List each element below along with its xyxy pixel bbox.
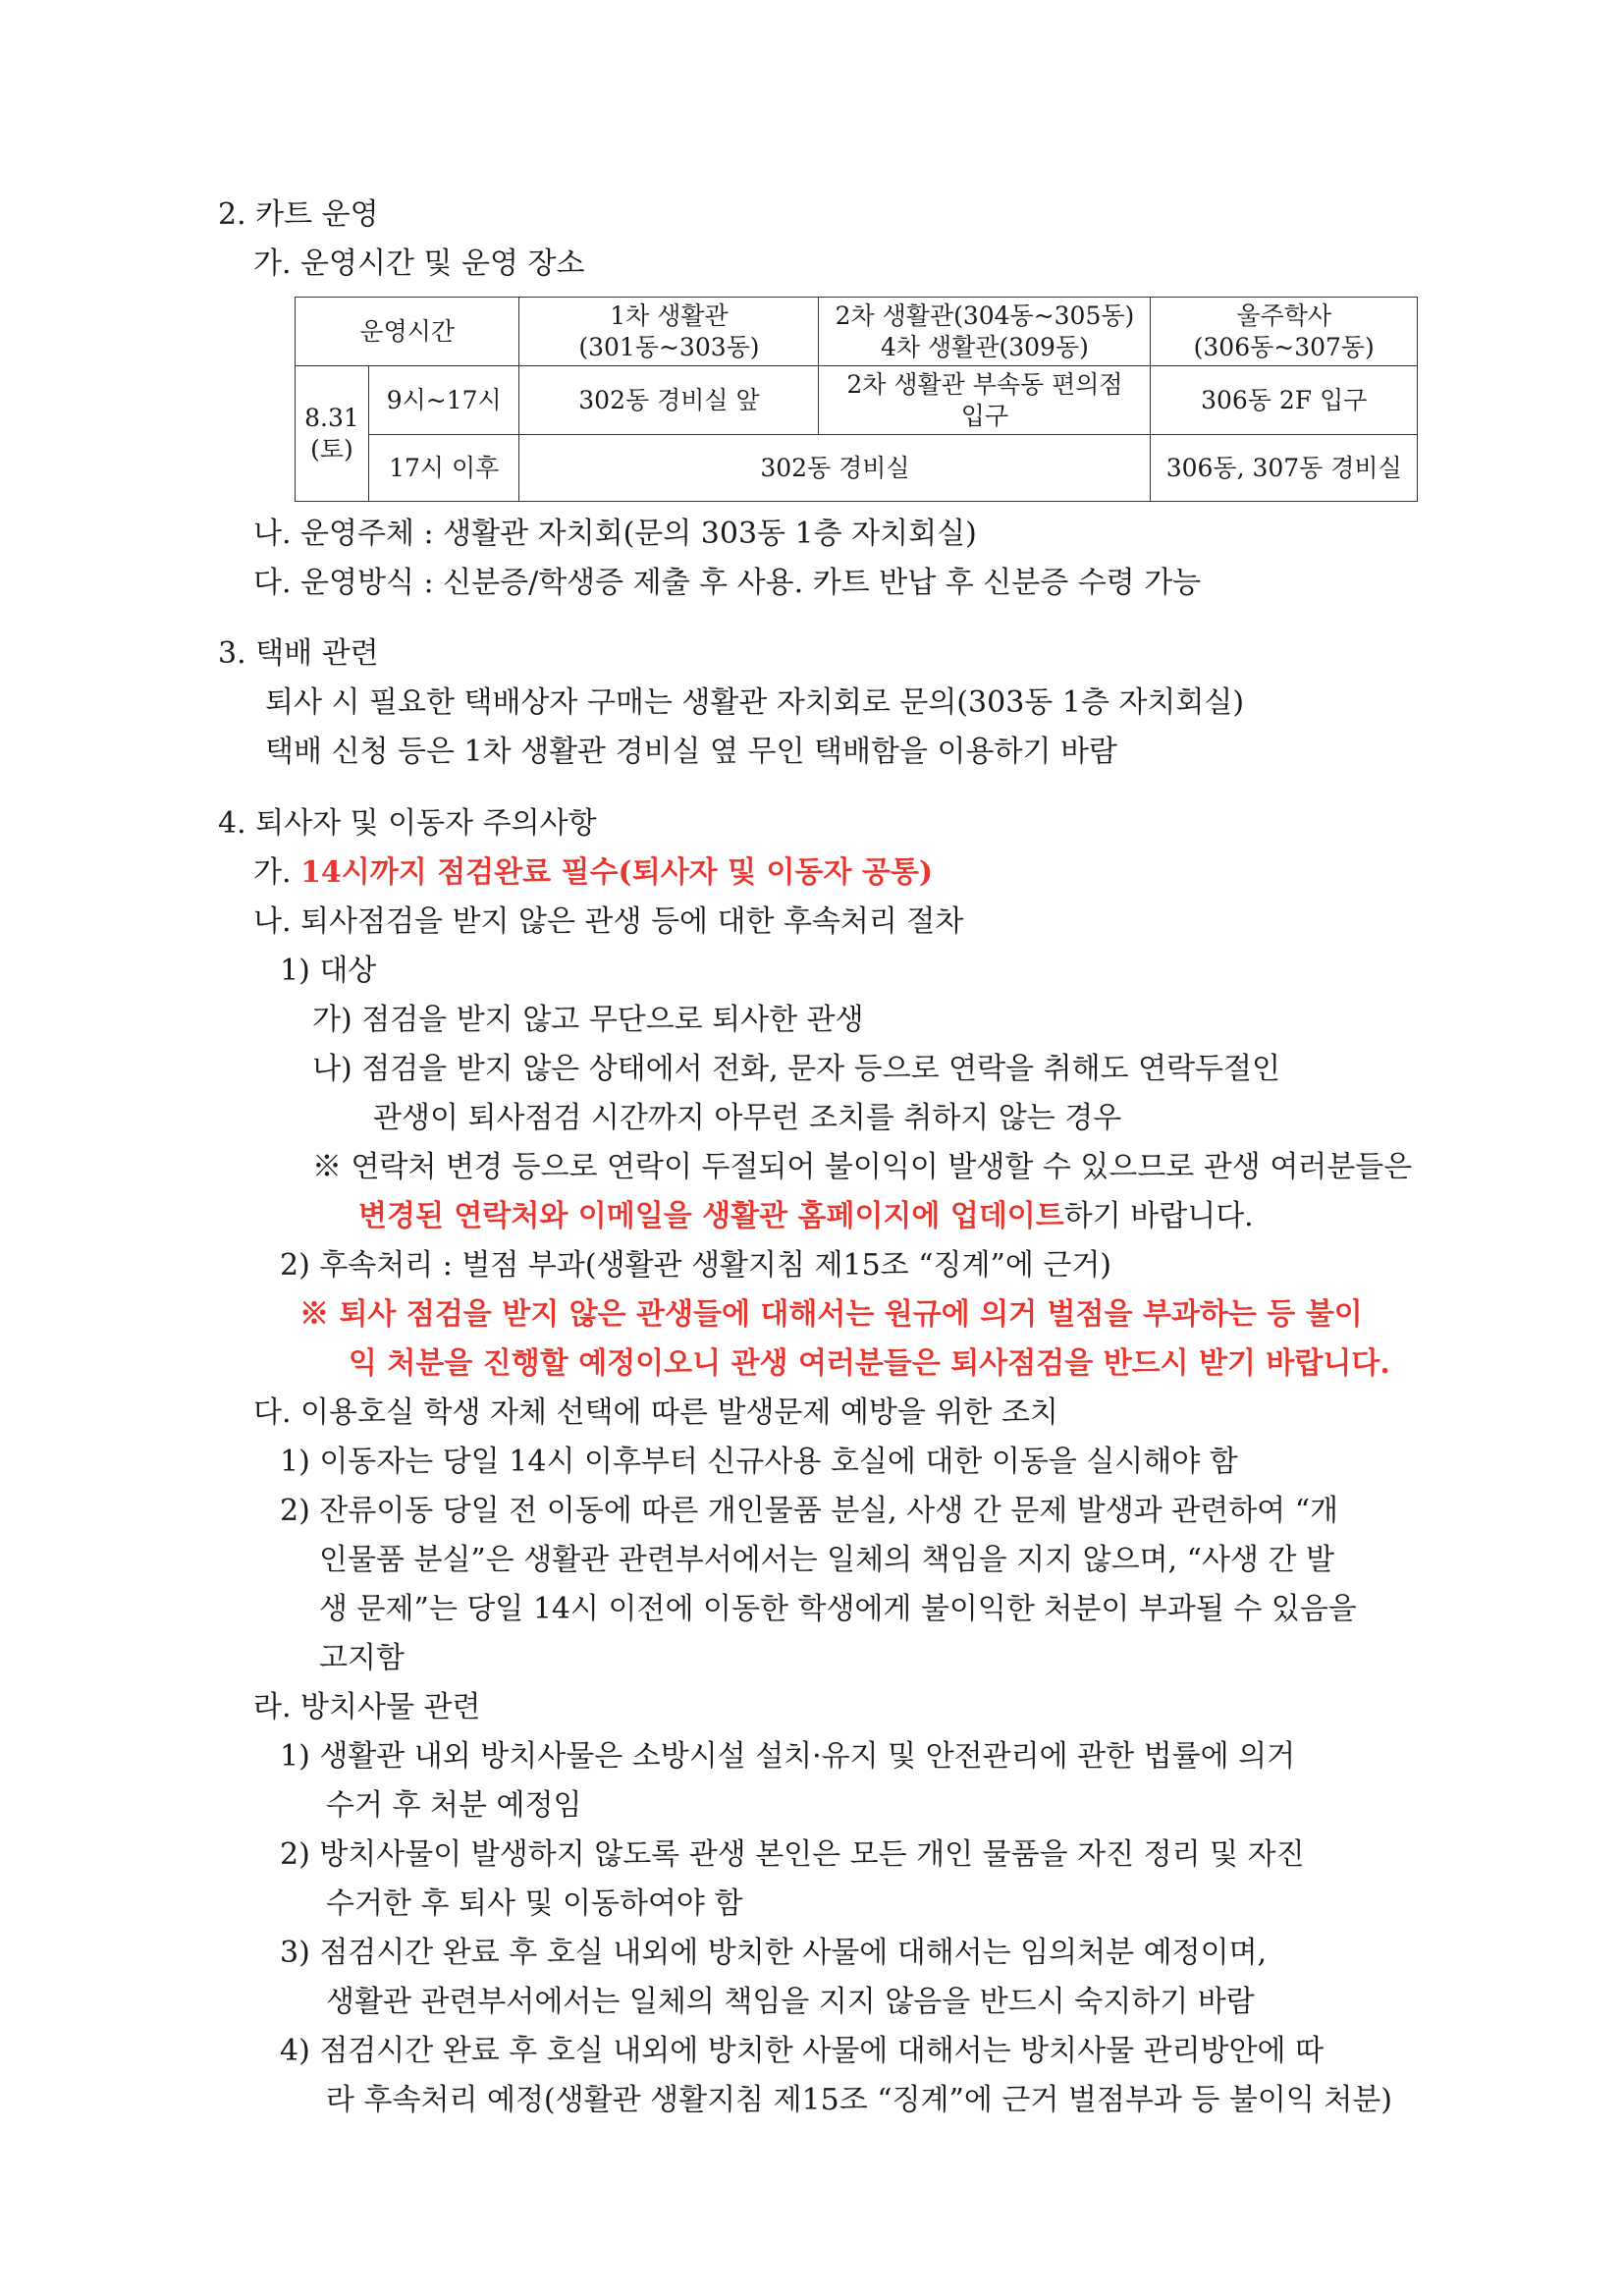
cart-schedule-table bbox=[295, 297, 1418, 502]
section-3-line2: 택배 신청 등은 1차 생활관 경비실 옆 무인 택배함을 이용하기 바람 bbox=[265, 735, 1117, 769]
section-2a-title: 가. 운영시간 및 운영 장소 bbox=[253, 246, 585, 281]
note-1-line2: 변경된 연락처와 이메일을 생활관 홈페이지에 업데이트하기 바랍니다. bbox=[358, 1199, 1254, 1233]
note-2-line1: ※ 퇴사 점검을 받지 않은 관생들에 대해서는 원규에 의거 벌점을 부과하는 등 불이 bbox=[299, 1297, 1363, 1332]
section-4a: 가. 14시까지 점검완료 필수(퇴사자 및 이동자 공통) bbox=[253, 855, 934, 890]
section-4d3-l1: 3) 점검시간 완료 후 호실 내외에 방치한 사물에 대해서는 임의처분 예정이며, bbox=[280, 1936, 1268, 1970]
note-1-highlight: 변경된 연락처와 이메일을 생활관 홈페이지에 업데이트 bbox=[358, 1199, 1064, 1233]
section-4b2: 2) 후속처리 : 벌점 부과(생활관 생활지침 제15조 “징계”에 근거) bbox=[280, 1248, 1112, 1283]
table-r1-col1: 302동 경비실 앞 bbox=[519, 366, 819, 435]
section-3-title: 3. 택배 관련 bbox=[218, 636, 379, 671]
section-4c2-l1: 2) 잔류이동 당일 전 이동에 따른 개인물품 분실, 사생 간 문제 발생과 관련하여 “개 bbox=[280, 1494, 1339, 1528]
table-header-col3: 울주학사 (306동~307동) bbox=[1151, 298, 1418, 366]
table-r2-col3: 306동, 307동 경비실 bbox=[1151, 435, 1418, 502]
section-4a-highlight: 14시까지 점검완료 필수(퇴사자 및 이동자 공통) bbox=[300, 855, 934, 890]
section-4b1-na-l2: 관생이 퇴사점검 시간까지 아무런 조치를 취하지 않는 경우 bbox=[373, 1101, 1122, 1135]
section-4d4-l2: 라 후속처리 예정(생활관 생활지침 제15조 “징계”에 근거 벌점부과 등 불이익 처분) bbox=[326, 2083, 1392, 2117]
section-3-line1: 퇴사 시 필요한 택배상자 구매는 생활관 자치회로 문의(303동 1층 자치회실) bbox=[265, 685, 1245, 720]
section-4c1: 1) 이동자는 당일 14시 이후부터 신규사용 호실에 대한 이동을 실시해야 함 bbox=[280, 1445, 1238, 1479]
section-4b1-ga: 가) 점검을 받지 않고 무단으로 퇴사한 관생 bbox=[312, 1003, 864, 1037]
section-4b1: 1) 대상 bbox=[280, 954, 377, 988]
section-4c: 다. 이용호실 학생 자체 선택에 따른 발생문제 예방을 위한 조치 bbox=[253, 1395, 1058, 1430]
note-2-line2: 익 처분을 진행할 예정이오니 관생 여러분들은 퇴사점검을 반드시 받기 바랍니다. bbox=[349, 1346, 1390, 1381]
section-2b: 나. 운영주체 : 생활관 자치회(문의 303동 1층 자치회실) bbox=[253, 517, 977, 551]
section-2-title: 2. 카트 운영 bbox=[218, 197, 379, 232]
section-4b1-na-l1: 나) 점검을 받지 않은 상태에서 전화, 문자 등으로 연락을 취해도 연락두절인 bbox=[312, 1052, 1281, 1086]
section-4d: 라. 방치사물 관련 bbox=[253, 1690, 481, 1724]
section-2c: 다. 운영방식 : 신분증/학생증 제출 후 사용. 카트 반납 후 신분증 수령 가능 bbox=[253, 566, 1202, 600]
section-4d3-l2: 생활관 관련부서에서는 일체의 책임을 지지 않음을 반드시 숙지하기 바람 bbox=[326, 1985, 1255, 2019]
table-r1-col2: 2차 생활관 부속동 편의점 입구 bbox=[819, 366, 1151, 435]
table-header-col1: 1차 생활관 (301동~303동) bbox=[519, 298, 819, 366]
table-r2-col12: 302동 경비실 bbox=[519, 435, 1151, 502]
section-4c2-l2: 인물품 분실”은 생활관 관련부서에서는 일체의 책임을 지지 않으며, “사생 간 발 bbox=[319, 1543, 1334, 1577]
section-4d4-l1: 4) 점검시간 완료 후 호실 내외에 방치한 사물에 대해서는 방치사물 관리방안에 따 bbox=[280, 2034, 1325, 2068]
section-4d1-l1: 1) 생활관 내외 방치사물은 소방시설 설치·유지 및 안전관리에 관한 법률에 의거 bbox=[280, 1739, 1296, 1774]
section-4c2-l4: 고지함 bbox=[319, 1641, 405, 1675]
note-1-line1: ※ 연락처 변경 등으로 연락이 두절되어 불이익이 발생할 수 있으므로 관생 여러분들은 bbox=[312, 1150, 1413, 1184]
section-4d2-l2: 수거한 후 퇴사 및 이동하여야 함 bbox=[326, 1886, 743, 1921]
table-header-time: 운영시간 bbox=[296, 298, 519, 366]
table-r1-col3: 306동 2F 입구 bbox=[1151, 366, 1418, 435]
table-r1-time: 9시~17시 bbox=[369, 366, 519, 435]
section-4b: 나. 퇴사점검을 받지 않은 관생 등에 대한 후속처리 절차 bbox=[253, 904, 964, 939]
section-4c2-l3: 생 문제”는 당일 14시 이전에 이동한 학생에게 불이익한 처분이 부과될 수 있음을 bbox=[319, 1592, 1357, 1626]
table-header-col2: 2차 생활관(304동~305동) 4차 생활관(309동) bbox=[819, 298, 1151, 366]
section-4-title: 4. 퇴사자 및 이동자 주의사항 bbox=[218, 806, 597, 841]
section-4d2-l1: 2) 방치사물이 발생하지 않도록 관생 본인은 모든 개인 물품을 자진 정리 및 자진 bbox=[280, 1837, 1305, 1872]
section-4d1-l2: 수거 후 처분 예정임 bbox=[326, 1788, 582, 1823]
table-r2-time: 17시 이후 bbox=[369, 435, 519, 502]
table-date-cell: 8.31 (토) bbox=[296, 366, 369, 502]
